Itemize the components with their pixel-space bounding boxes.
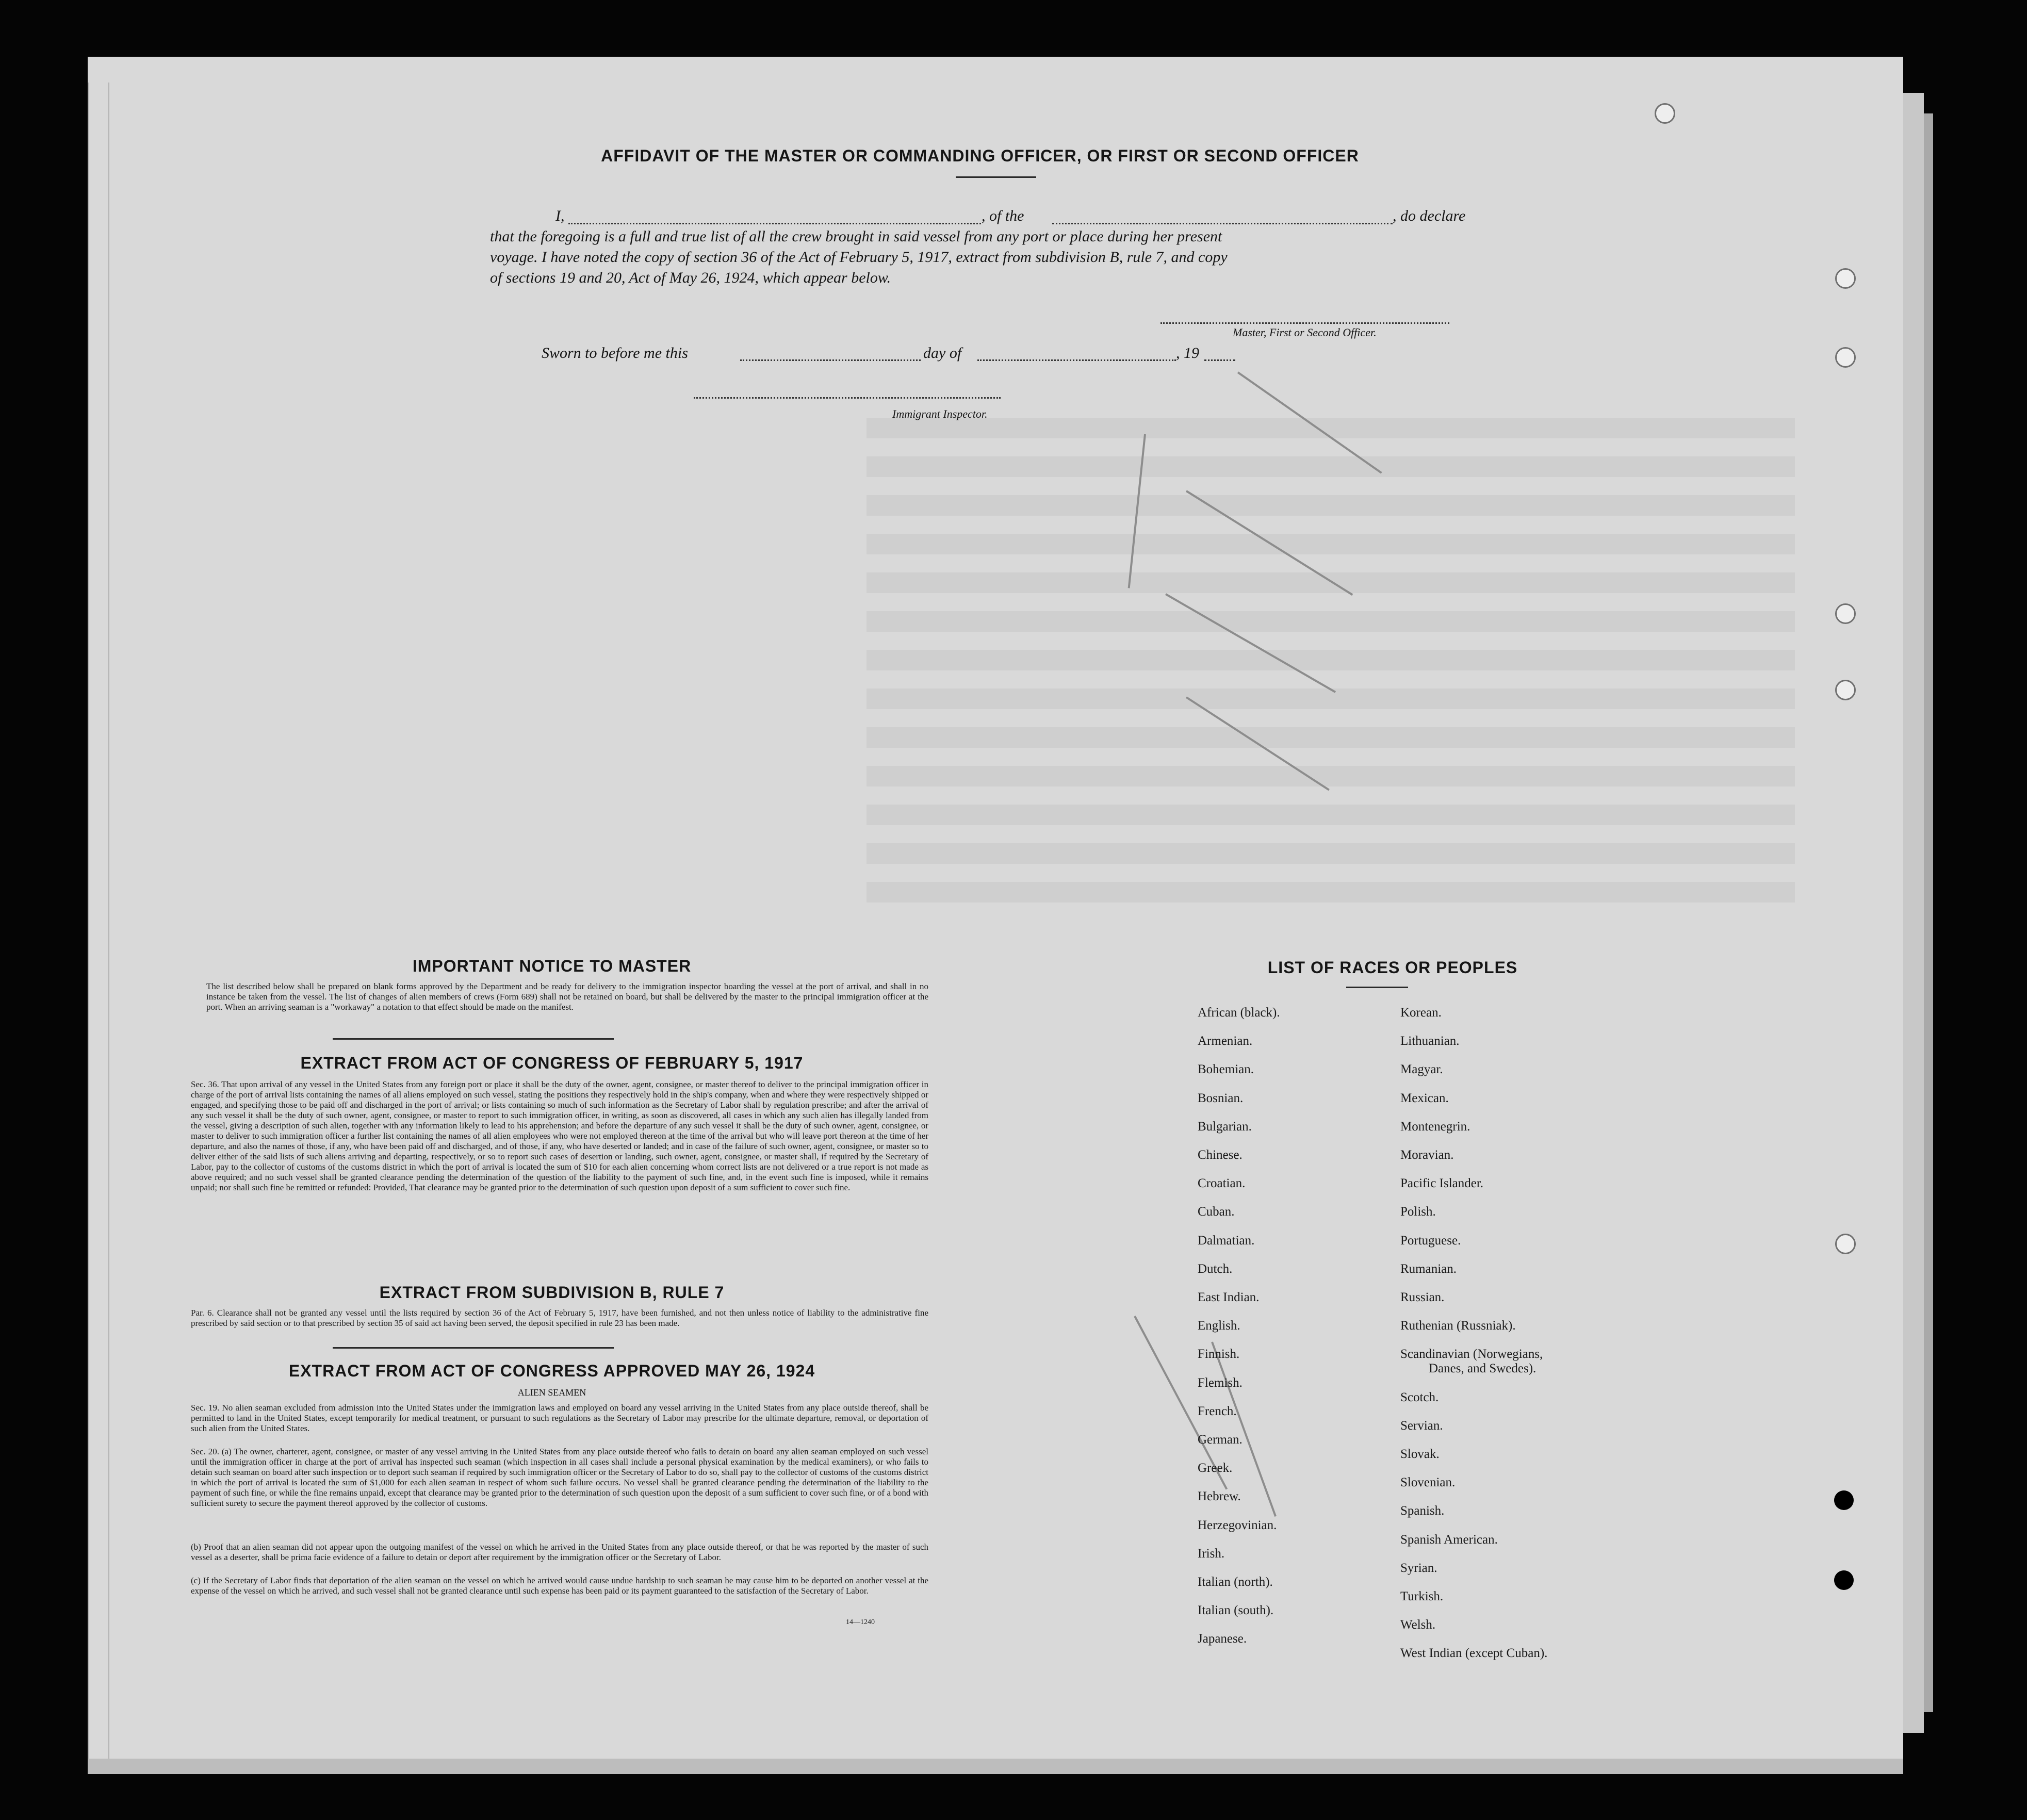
page-edge-back — [1924, 113, 1933, 1712]
sworn-month-line — [977, 359, 1176, 361]
bleed-through-row — [867, 882, 1795, 903]
race-item: Polish. — [1400, 1205, 1436, 1219]
extract-1924-sec19: Sec. 19. No alien seaman excluded from admission into the United States under the immigration laws and employed on board any vessel arriving in the United States from any place outside thereof, shall be permitted to land in the United States, except temporarily for medical treatment, or pursuant to such regulations as the Secretary of Labor may prescribe for the ultimate departure, removal, or deportation of such alien from the United States. — [191, 1403, 928, 1433]
race-item: Servian. — [1400, 1418, 1443, 1433]
page-edge-bottom — [88, 1759, 1903, 1774]
subdivision-b-text: Par. 6. Clearance shall not be granted any vessel until the lists required by section 36 of the Act of February 5, 1917, have been furnished, and not then unless notice of liability to the administrative fine prescribed by said section or to that prescribed by section 35 of said act having been served, the deposit specified in rule 23 has been made. — [191, 1308, 928, 1328]
bleed-through-row — [867, 766, 1795, 786]
race-item: Syrian. — [1400, 1561, 1437, 1575]
extract-1924-sec20a: Sec. 20. (a) The owner, charterer, agent, consignee, or master of any vessel arriving in the United States from any place outside thereof who fails to detain on board any alien seaman employed on such vessel until the immigration officer in charge at the port of arrival has inspected such seaman (which inspection in all cases shall include a personal physical examination by the medical examiners), or who fails to detain such seaman on board after such inspection or to deport such seaman if required by such immigration officer or the Secretary of Labor to do so, shall pay to the collector of customs of the customs district in which the port of arrival is located the sum of $1,000 for each alien seaman in respect of whom such failure occurs. No vessel shall be granted clearance pending the determination of the liability to the payment of such fine, or while the fine remains unpaid, except that clearance may be granted prior to the determination of such question upon the deposit of a sum sufficient to cover such fine, or of a bond with sufficient surety to secure the payment thereof approved by the collector of customs. — [191, 1447, 928, 1508]
race-item: Bohemian. — [1198, 1062, 1254, 1077]
race-item: Turkish. — [1400, 1589, 1444, 1603]
section-rule — [333, 1038, 614, 1040]
inspector-label: Immigrant Inspector. — [892, 407, 988, 420]
races-title: LIST OF RACES OR PEOPLES — [1267, 958, 1518, 977]
race-item: Moravian. — [1400, 1148, 1454, 1162]
bleed-through-row — [867, 495, 1795, 516]
bleed-through-row — [867, 843, 1795, 864]
race-item: French. — [1198, 1404, 1237, 1418]
affidavit-of-the: , of the — [982, 207, 1024, 224]
bleed-through-row — [867, 456, 1795, 477]
extract-1917-text: Sec. 36. That upon arrival of any vessel in the United States from any foreign port or place it shall be the duty of the owner, agent, consignee, or master thereof to deliver to the principal immigration officer in charge of the port of arrival lists containing the names of all aliens employed on such vessel, stating the positions they respectively hold in the ship's company, when and where they were respectively shipped or engaged, and specifying those to be paid off and discharged in the port of arrival; or lists containing so much of such information as the Secretary of Labor shall by regulation prescribe; and after the arrival of any such vessel it shall be the duty of such owner, agent, consignee, or master to report to such immigration officer, in writing, as soon as discovered, all cases in which any such alien has illegally landed from the vessel, giving a description of such alien, together with any information likely to lead to his apprehension; and before the departure of any such vessel it shall be the duty of such owner, agent, consignee, or master to deliver to such immigration officer a further list containing the names of all alien employees who were not employed thereon at the time of the arrival but who will leave port thereon at the time of her departure, and also the names of those, if any, who have been paid off and discharged, and of those, if any, who have deserted or landed; and in case of the failure of such owner, agent, consignee, or master so to deliver either of the said lists of such aliens arriving and departing, respectively, or so to report such cases of desertion or landing, such owner, agent, consignee, or master shall, if required by the Secretary of Labor, pay to the collector of customs of the customs district in which the port of arrival is located the sum of $10 for each alien concerning whom correct lists are not delivered or a true report is not made as above required; and no such vessel shall be granted clearance pending the determination of the question of the liability to the payment of such fine, and, in the event such fine is imposed, while it remains unpaid; nor shall such fine be remitted or refunded: Provided, That clearance may be granted prior to the determination of such question upon deposit of a sum sufficient to cover such fine. — [191, 1079, 928, 1192]
name-line — [568, 223, 981, 224]
page-edge-middle — [1903, 93, 1924, 1733]
form-number: 14—1240 — [846, 1618, 875, 1626]
race-item: Dutch. — [1198, 1261, 1233, 1276]
punch-hole — [1835, 347, 1856, 368]
race-item: Ruthenian (Russniak). — [1400, 1319, 1516, 1333]
bleed-through-row — [867, 688, 1795, 709]
notice-text: The list described below shall be prepared on blank forms approved by the Department and be ready for delivery to the immigration inspector boarding the vessel at the port of arrival, and shall in no instance be taken from the vessel. The list of changes of alien members of crews (Form 689) shall not be retained on board, but shall be delivered by the master to the principal immigration officer at the port. When an arriving seaman is a "workaway" a notation to that effect should be made on the manifest. — [206, 981, 928, 1012]
race-item: Bulgarian. — [1198, 1119, 1252, 1134]
affidavit-title: AFFIDAVIT OF THE MASTER OR COMMANDING OFFICER, OR FIRST OR SECOND OFFICER — [601, 146, 1359, 165]
race-item: African (black). — [1198, 1006, 1280, 1020]
bleed-through-row — [867, 418, 1795, 438]
race-item: Herzegovinian. — [1198, 1518, 1277, 1532]
sworn-year-line — [1204, 359, 1235, 361]
sworn-day-line — [740, 359, 921, 361]
vessel-line — [1052, 223, 1393, 224]
affidavit-line2: that the foregoing is a full and true list of all the crew brought in said vessel from any port or place during her present — [490, 228, 1222, 245]
race-item: Montenegrin. — [1400, 1119, 1470, 1134]
title-rule — [956, 176, 1036, 178]
punch-hole — [1835, 1234, 1856, 1254]
race-item: Slovenian. — [1400, 1475, 1456, 1490]
race-item: Korean. — [1400, 1006, 1442, 1020]
section-rule — [333, 1347, 614, 1349]
race-item: Italian (south). — [1198, 1603, 1274, 1618]
sworn-label: Sworn to before me this — [542, 345, 688, 362]
race-item: East Indian. — [1198, 1290, 1260, 1304]
title-rule — [1346, 987, 1408, 988]
inspector-signature-line[interactable] — [694, 397, 1001, 399]
race-item: English. — [1198, 1319, 1240, 1333]
race-item: Greek. — [1198, 1461, 1233, 1475]
binding-dot — [1834, 1570, 1854, 1590]
race-item: Mexican. — [1400, 1091, 1449, 1105]
day-of-label: day of — [923, 345, 962, 362]
bleed-through-row — [867, 572, 1795, 593]
race-item: Irish. — [1198, 1546, 1225, 1561]
extract-1924-title: EXTRACT FROM ACT OF CONGRESS APPROVED MAY 26, 1924 — [288, 1362, 815, 1380]
race-item: Croatian. — [1198, 1176, 1246, 1191]
race-item: Armenian. — [1198, 1034, 1253, 1048]
race-item: West Indian (except Cuban). — [1400, 1646, 1548, 1661]
race-item: Lithuanian. — [1400, 1034, 1460, 1048]
race-item: Welsh. — [1400, 1618, 1436, 1632]
punch-hole — [1835, 268, 1856, 289]
binder-line — [88, 83, 89, 1759]
race-item: Dalmatian. — [1198, 1233, 1255, 1248]
race-item: Italian (north). — [1198, 1575, 1273, 1589]
master-signature-line[interactable] — [1160, 322, 1449, 324]
affidavit-line3: voyage. I have noted the copy of section 36 of the Act of February 5, 1917, extract from subdivision B, rule 7, and copy — [490, 249, 1228, 266]
bleed-through-row — [867, 727, 1795, 748]
race-item: Scandinavian (Norwegians, — [1400, 1347, 1543, 1362]
notice-title: IMPORTANT NOTICE TO MASTER — [412, 957, 692, 975]
punch-hole — [1835, 680, 1856, 700]
bleed-through-row — [867, 534, 1795, 554]
bleed-through-row — [867, 611, 1795, 632]
race-item: Danes, and Swedes). — [1429, 1362, 1536, 1376]
race-item: Pacific Islander. — [1400, 1176, 1484, 1191]
bleed-through-row — [867, 650, 1795, 670]
race-item: Cuban. — [1198, 1205, 1235, 1219]
race-item: Finnish. — [1198, 1347, 1240, 1362]
race-item: Rumanian. — [1400, 1261, 1457, 1276]
affidavit-i: I, — [555, 207, 565, 224]
punch-hole — [1835, 603, 1856, 624]
extract-1924-sec20b: (b) Proof that an alien seaman did not appear upon the outgoing manifest of the vessel on which he arrived in the United States from any place outside thereof, or that he was reported by the master of such vessel as a deserter, shall be prima facie evidence of a failure to detain or deport after requirement by the immigration officer or the Secretary of Labor. — [191, 1542, 928, 1562]
race-item: Hebrew. — [1198, 1489, 1241, 1504]
bleed-through-row — [867, 805, 1795, 825]
race-item: German. — [1198, 1433, 1243, 1447]
race-item: Scotch. — [1400, 1390, 1439, 1404]
race-item: Chinese. — [1198, 1148, 1243, 1162]
punch-hole — [1655, 103, 1675, 124]
extract-1917-title: EXTRACT FROM ACT OF CONGRESS OF FEBRUARY 5, 1917 — [300, 1054, 804, 1072]
race-item: Slovak. — [1400, 1447, 1440, 1461]
race-item: Japanese. — [1198, 1632, 1247, 1646]
extract-1924-sec20c: (c) If the Secretary of Labor finds that deportation of the alien seaman on the vessel on which he arrived would cause undue hardship to such seaman he may cause him to be deported on another vessel at the expense of the vessel on which he arrived, and such vessel shall not be granted clearance until such expense has been paid or its payment guaranteed to the satisfaction of the Secretary of Labor. — [191, 1576, 928, 1596]
affidavit-declare: , do declare — [1393, 207, 1466, 224]
race-item: Portuguese. — [1400, 1233, 1461, 1248]
race-item: Magyar. — [1400, 1062, 1443, 1077]
subdivision-b-title: EXTRACT FROM SUBDIVISION B, RULE 7 — [379, 1283, 725, 1302]
binder-line — [108, 83, 109, 1759]
race-item: Spanish. — [1400, 1504, 1445, 1518]
binding-dot — [1834, 1490, 1854, 1510]
year-label: , 19 — [1176, 345, 1199, 362]
race-item: Spanish American. — [1400, 1532, 1498, 1547]
affidavit-line4: of sections 19 and 20, Act of May 26, 1924, which appear below. — [490, 269, 891, 286]
race-item: Russian. — [1400, 1290, 1445, 1304]
extract-1924-subtitle: ALIEN SEAMEN — [517, 1387, 586, 1398]
master-signature-label: Master, First or Second Officer. — [1233, 326, 1377, 339]
race-item: Flemish. — [1198, 1375, 1243, 1390]
race-item: Bosnian. — [1198, 1091, 1244, 1105]
